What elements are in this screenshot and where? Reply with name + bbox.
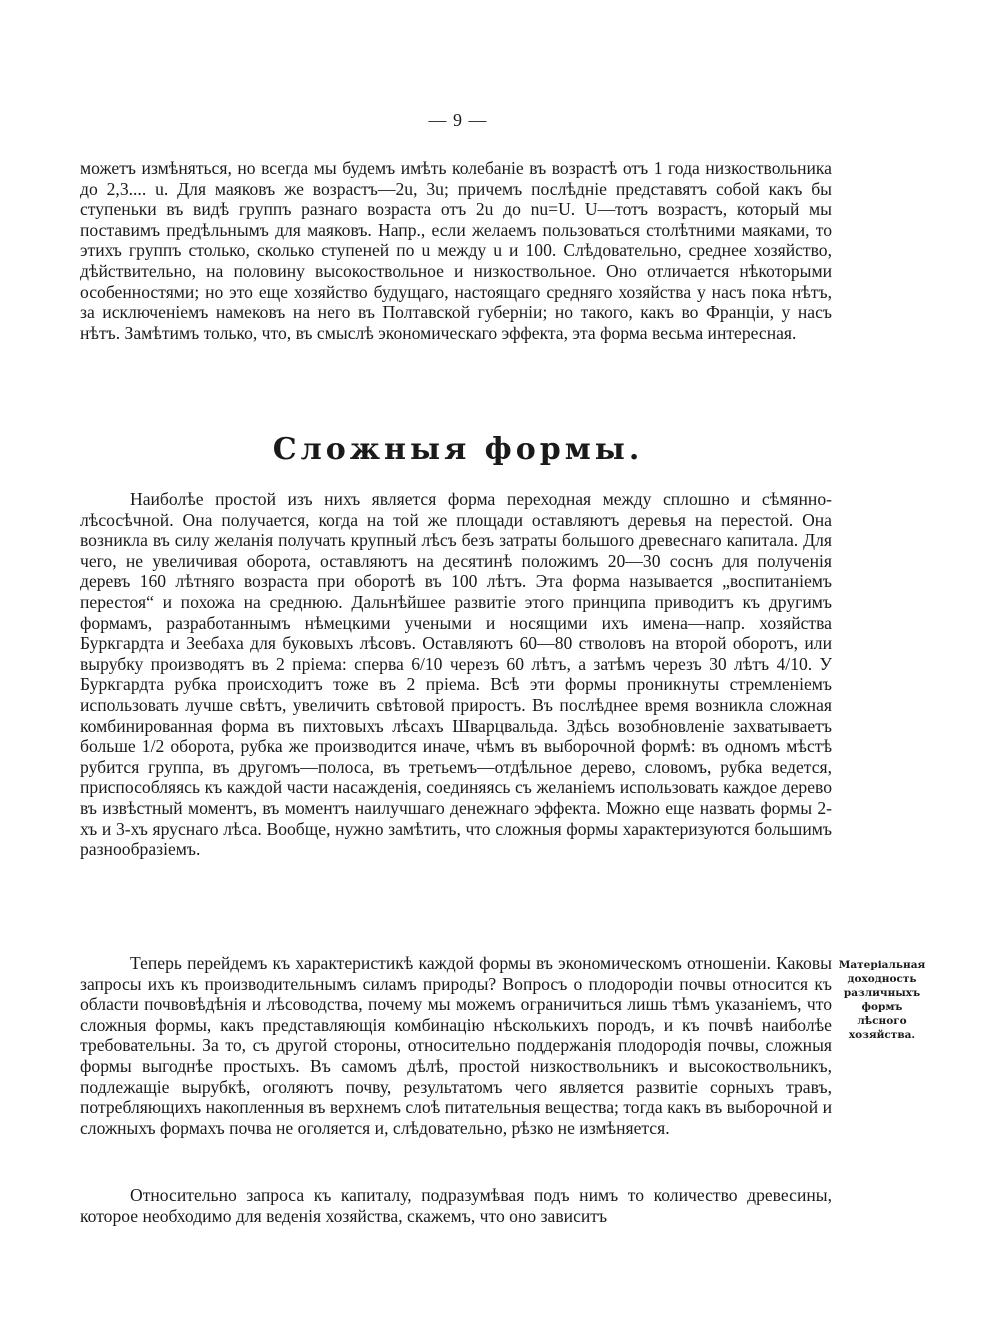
margin-note: Матеріальная доходность различныхъ формъ лѣсного хозяйства.	[838, 959, 926, 1041]
paragraph-complex-forms: Наиболѣе простой изъ нихъ является форма переходная между сплошно и сѣмянно-лѣсосѣчной. Она получается, когда на той же площади оставляютъ деревья на перестой. Она возникла въ силу желанія получать крупный лѣсъ безъ затраты большого древеснаго капитала. Для чего, не увеличивая оборота, оставляютъ на десятинѣ положимъ 20—30 соснъ для полученія деревъ 160 лѣтняго возраста при оборотѣ въ 100 лѣтъ. Эта форма называется „воспитаніемъ перестоя“ и похожа на среднюю. Дальнѣйшее развитіе этого принципа приводитъ къ другимъ формамъ, разработаннымъ нѣмецкими учеными и носящими ихъ имена—напр. хозяйства Буркгардта и Зеебаха для буковыхъ лѣсовъ. Оставляютъ 60—80 стволовъ на второй оборотъ, или вырубку производятъ въ 2 пріема: сперва 6/10 черезъ 60 лѣтъ, а затѣмъ черезъ 30 лѣтъ 4/10. У Буркгардта рубка происходитъ тоже въ 2 пріема. Всѣ эти формы проникнуты стремленіемъ использовать лучше свѣтъ, увеличить свѣтовой приростъ. Въ послѣднее время возникла сложная комбинированная форма въ пихтовыхъ лѣсахъ Шварцвальда. Здѣсь возобновленіе захватываетъ больше 1/2 оборота, рубка же производится иначе, чѣмъ въ выборочной формѣ: въ одномъ мѣстѣ рубится группа, въ другомъ—полоса, въ третьемъ—отдѣльное дерево, словомъ, рубка ведется, приспособляясь къ каждой части насажденія, соединяясь съ желаніемъ использовать каждое дерево въ извѣстный моментъ, въ моментъ наилучшаго денежнаго эффекта. Можно еще назвать формы 2-хъ и 3-хъ яруснаго лѣса. Вообще, нужно замѣтить, что сложныя формы характеризуются большимъ разнообразіемъ.	[80, 489, 832, 860]
paragraph-economic-characteristics: Теперь перейдемъ къ характеристикѣ каждой формы въ экономическомъ отношеніи. Каковы запросы ихъ къ производительнымъ силамъ природы? Вопросъ о плодородіи почвы относится къ области почвовѣдѣнія и лѣсоводства, почему мы можемъ ограничиться лишь тѣмъ указаніемъ, что сложныя формы, какъ представляющія комбинацію нѣсколькихъ породъ, и къ почвѣ наиболѣе требовательны. За то, съ другой стороны, относительно поддержанія плодородія почвы, сложныя формы выгоднѣе простыхъ. Въ самомъ дѣлѣ, простой низкоствольникъ и высокоствольникъ, подлежащіе вырубкѣ, оголяютъ почву, результатомъ чего является развитіе сорныхъ травъ, потребляющихъ накопленныя въ верхнемъ слоѣ питательныя вещества; тогда какъ въ выборочной и сложныхъ формахъ почва не оголяется и, слѣдовательно, рѣзко не измѣняется.	[80, 953, 832, 1138]
paragraph-top: можетъ измѣняться, но всегда мы будемъ имѣть колебаніе въ возрастѣ отъ 1 года низкоствольника до 2,3.... u. Для маяковъ же возрастъ—2u, 3u; причемъ послѣдніе представятъ собой какъ бы ступеньки въ видѣ группъ разнаго возраста отъ 2u до nu=U. U—тотъ возрастъ, который мы поставимъ предѣльнымъ для маяковъ. Напр., если желаемъ пользоваться столѣтними маяками, то этихъ группъ столько, сколько ступеней по u между u и 100. Слѣдовательно, среднее хозяйство, дѣйствительно, на половину высокоствольное и низкоствольное. Оно отличается нѣкоторыми особенностями; но это еще хозяйство будущаго, настоящаго средняго хозяйства у насъ пока нѣтъ, за исключеніемъ намековъ на него въ Полтавской губерніи; но такого, какъ во Франціи, у насъ нѣтъ. Замѣтимъ только, что, въ смыслѣ экономическаго эффекта, эта форма весьма интересная.	[80, 158, 832, 343]
page-number: — 9 —	[428, 110, 488, 130]
paragraph-capital: Относительно запроса къ капиталу, подразумѣвая подъ нимъ то количество древесины, которое необходимо для веденія хозяйства, скажемъ, что оно зависитъ	[80, 1185, 832, 1226]
section-heading: Сложныя формы.	[272, 432, 644, 467]
